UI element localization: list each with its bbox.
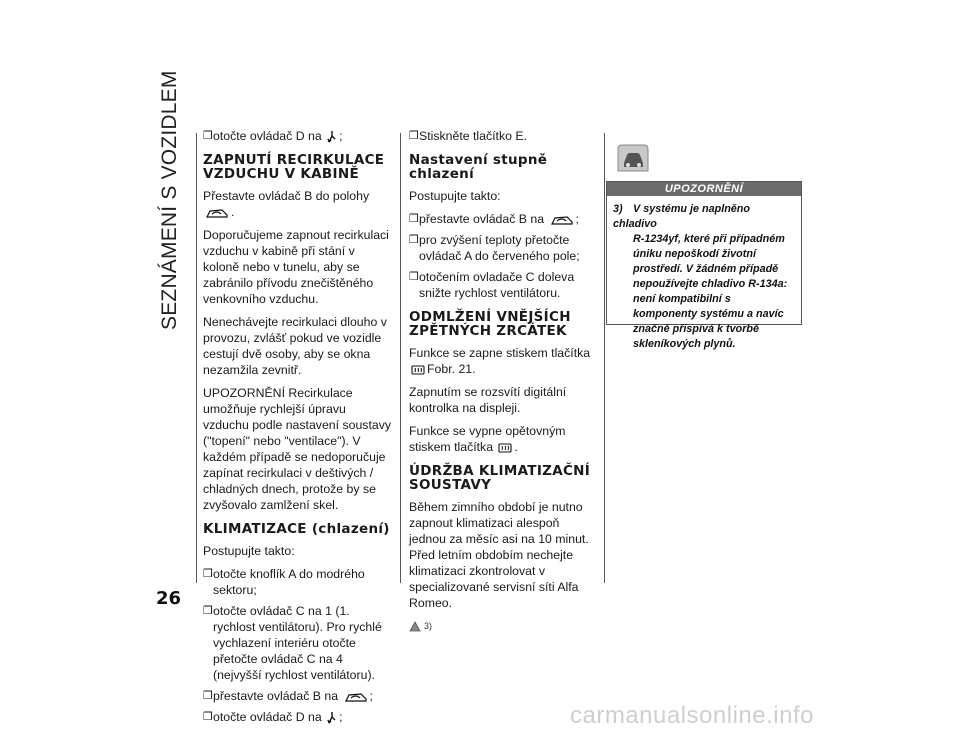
mirror-defrost-icon (411, 364, 425, 376)
column-divider (196, 133, 197, 583)
heading: Nastavení stupně chlazení (409, 152, 548, 182)
small-warning-icon (409, 621, 421, 632)
list-item: ❒ otočte ovládač D na ; (203, 710, 343, 724)
air-to-feet-icon (327, 711, 337, 725)
warning-panel (606, 181, 802, 350)
list-item: ❒ otočte ovládač D na ; (203, 129, 343, 143)
paragraph: Zapnutím se rozsvítí digitální kontrolka na displeji. (409, 385, 567, 415)
column-1 (203, 128, 393, 730)
paragraph: Postupujte takto: (203, 544, 295, 558)
list-item: ❒ přestavte ovládač B na ; (203, 689, 373, 703)
page-number: 26 (156, 588, 182, 609)
car-warning-triangle-icon (616, 141, 650, 175)
paragraph: Doporučujeme zapnout recirkulaci vzduchu v kabině při stání v koloně nebo v tunelu, aby se zabránilo přívodu znečištěného venkovního vzduchu. (203, 228, 389, 306)
heading: KLIMATIZACE (chlazení) (203, 521, 390, 537)
checkbox-bullet-icon: ❒ (203, 130, 213, 142)
list-item: ❒ otočte ovládač C na 1 (1. rychlost ventilátoru). Pro rychlé vychlazení interiéru otočte přetočte ovládač C na 4 (nejvyšší rychlost ventilátoru). (203, 604, 382, 682)
list-item: ❒ pro zvýšení teploty přetočte ovládač A do červeného pole; (409, 233, 580, 263)
recirculation-car-icon (344, 691, 368, 703)
heading: ÚDRŽBA KLIMATIZAČNÍ SOUSTAVY (409, 463, 591, 493)
list-item: ❒ přestavte ovládač B na ; (409, 212, 579, 226)
checkbox-bullet-icon: ❒ (203, 605, 213, 617)
paragraph: Přestavte ovládač B do polohy . (203, 189, 370, 219)
paragraph: UPOZORNĚNÍ Recirkulace umožňuje rychlejší úpravu vzduchu podle nastavení soustavy ("topení" nebo "ventilace"). V každém případě se nedoporučuje zapínat recirkulaci v deštivých / chladných dnech, protože by se zvyšovalo zamlžení skel. (203, 386, 391, 512)
paragraph: Během zimního období je nutno zapnout klimatizaci alespoň jednou za měsíc asi na 10 minut. Před letním obdobím nechejte klimatizaci zkontrolovat v specializované servisní síti Alfa Romeo. (409, 500, 589, 610)
column-divider (400, 133, 401, 583)
air-to-feet-icon (327, 130, 337, 144)
warning-text: 3) V systému je naplněno chladivo R-1234yf, které při případném úniku nepoškodí životní prostředí. V žádném případě nepoužívejte chladivo R-134a: není kompatibilní s komponenty systému a navíc značně přispívá k tvorbě skleníkových plynů. (613, 203, 788, 350)
checkbox-bullet-icon: ❒ (203, 690, 213, 702)
heading: ZAPNUTÍ RECIRKULACE VZDUCHU V KABINĚ (203, 152, 385, 182)
checkbox-bullet-icon: ❒ (409, 271, 419, 283)
checkbox-bullet-icon: ❒ (203, 711, 213, 723)
checkbox-bullet-icon: ❒ (409, 234, 419, 246)
heading: ODMLŽENÍ VNĚJŠÍCH ZPĚTNÝCH ZRCÁTEK (409, 309, 571, 339)
paragraph: Nenechávejte recirkulaci dlouho v provozu, zvlášť pokud ve vozidle cestují dvě osoby, aby se okna nezamžila zevnitř. (203, 315, 387, 377)
paragraph: Funkce se vypne opětovným stiskem tlačítka . (409, 424, 566, 454)
recirculation-car-icon (550, 214, 574, 226)
checkbox-bullet-icon: ❒ (409, 130, 419, 142)
warning-reference[interactable]: 3) (409, 618, 597, 634)
watermark: carmanualsonline.info (570, 702, 814, 729)
column-divider (604, 133, 605, 583)
paragraph: Funkce se zapne stiskem tlačítka Fobr. 21. (409, 346, 591, 376)
checkbox-bullet-icon: ❒ (203, 568, 213, 580)
mirror-defrost-icon (498, 442, 512, 454)
warning-title: UPOZORNĚNÍ (607, 182, 801, 196)
list-item: ❒ otočte knoflík A do modrého sektoru; (203, 567, 365, 597)
section-title-vertical: SEZNÁMENÍ S VOZIDLEM (158, 70, 181, 330)
recirculation-car-icon (205, 207, 229, 219)
list-item: ❒ otočením ovladače C doleva snižte rychlost ventilátoru. (409, 270, 575, 300)
list-item: ❒ Stiskněte tlačítko E. (409, 129, 527, 143)
column-2 (409, 128, 597, 634)
checkbox-bullet-icon: ❒ (409, 213, 419, 225)
paragraph: Postupujte takto: (409, 189, 501, 203)
